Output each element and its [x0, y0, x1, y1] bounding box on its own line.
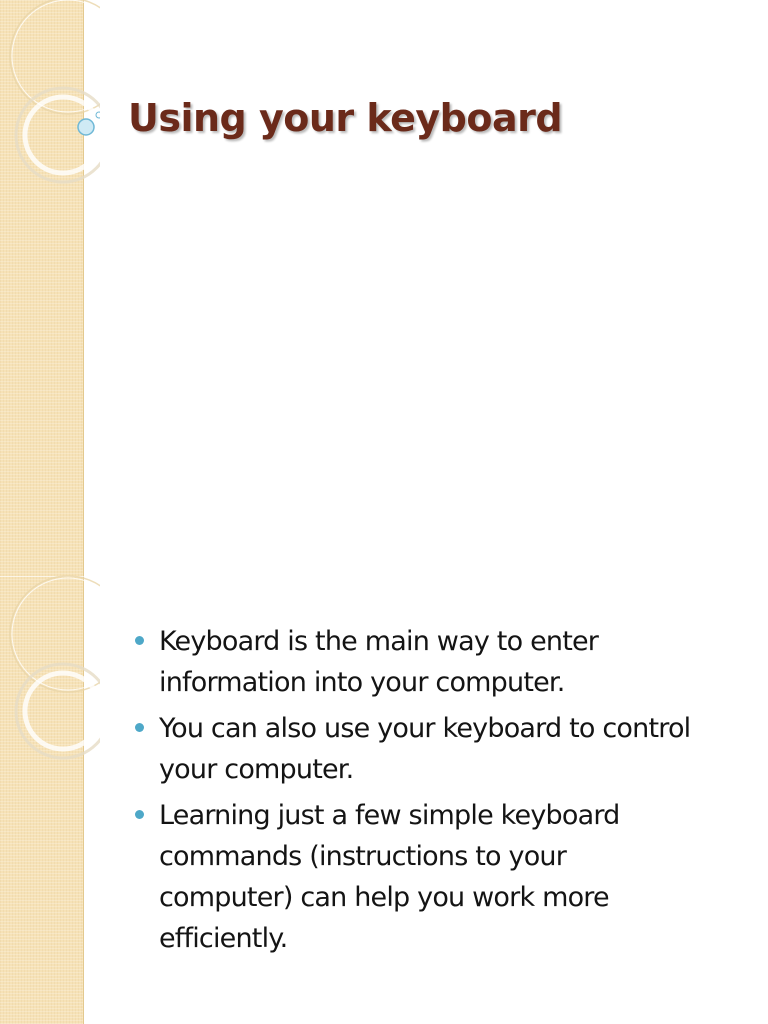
bubble-large	[78, 119, 94, 135]
bubble-small	[96, 112, 100, 118]
bullet-dot-icon	[135, 723, 144, 732]
decorative-rings	[0, 0, 100, 1024]
bullet-item	[132, 708, 692, 790]
bullet-text: Keyboard is the main way to enter information into your computer.	[159, 626, 599, 698]
bullet-text: Learning just a few simple keyboard commands (instructions to your computer) can help you work more efficiently.	[159, 800, 620, 954]
slide-title: Using your keyboard	[128, 96, 563, 140]
ring-bottom-small-outer	[16, 664, 100, 758]
bullet-text: You can also use your keyboard to control your computer.	[159, 713, 691, 785]
bullet-list	[132, 621, 692, 964]
bullet-dot-icon	[135, 810, 144, 819]
bullet-item	[132, 795, 692, 959]
bullet-item	[132, 621, 692, 703]
bullet-dot-icon	[135, 636, 144, 645]
ring-bottom-small-inner	[25, 673, 100, 749]
